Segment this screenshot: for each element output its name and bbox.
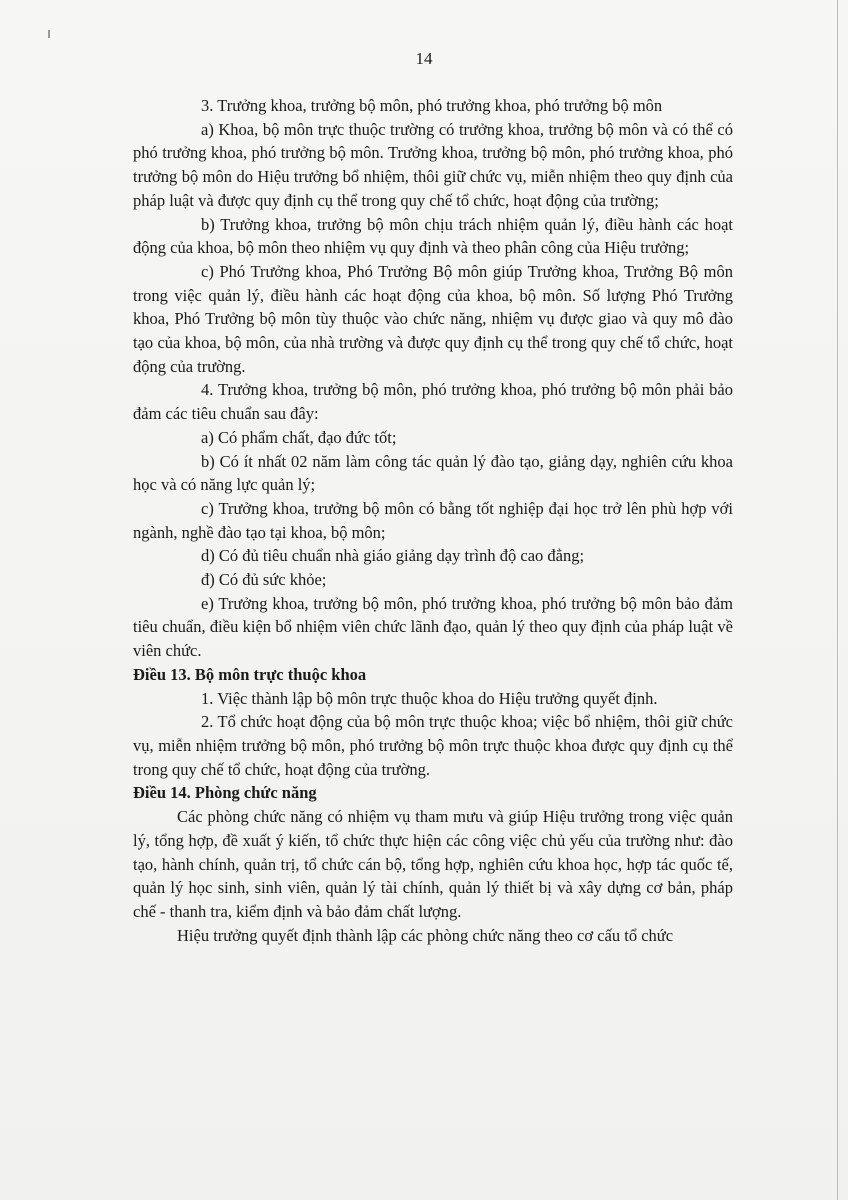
paragraph: e) Trưởng khoa, trưởng bộ môn, phó trưởng khoa, phó trưởng bộ môn bảo đảm tiêu chuẩn, điều kiện bổ nhiệm viên chức lãnh đạo, quản lý theo quy định của pháp luật về viên chức. xyxy=(133,593,733,661)
page-number: 14 xyxy=(415,49,433,68)
paragraph: c) Phó Trưởng khoa, Phó Trưởng Bộ môn giúp Trưởng khoa, Trưởng Bộ môn trong việc quản lý, điều hành các hoạt động của khoa, bộ môn. Số lượng Phó Trưởng khoa, Phó Trưởng bộ môn tùy thuộc vào chức năng, nhiệm vụ được giao và quy mô đào tạo của khoa, bộ môn, của nhà trường và được quy định cụ thể trong quy chế tổ chức, hoạt động của trường. xyxy=(133,261,733,376)
paragraph: đ) Có đủ sức khỏe; xyxy=(201,570,327,590)
paragraph: 3. Trưởng khoa, trưởng bộ môn, phó trưởng khoa, phó trưởng bộ môn xyxy=(201,96,663,115)
paragraph: 1. Việc thành lập bộ môn trực thuộc khoa do Hiệu trưởng quyết định. xyxy=(201,688,658,708)
article-heading: Điều 14. Phòng chức năng xyxy=(133,783,317,803)
paragraph: c) Trưởng khoa, trưởng bộ môn có bằng tốt nghiệp đại học trở lên phù hợp với ngành, nghề đào tạo tại khoa, bộ môn; xyxy=(133,498,733,542)
paragraph: 2. Tổ chức hoạt động của bộ môn trực thuộc khoa; việc bổ nhiệm, thôi giữ chức vụ, miễn nhiệm trưởng bộ môn, phó trưởng bộ môn trực thuộc khoa được quy định cụ thể trong quy chế tổ chức, hoạt động của trường. xyxy=(133,712,733,779)
paragraph: d) Có đủ tiêu chuẩn nhà giáo giảng dạy trình độ cao đẳng; xyxy=(201,546,585,566)
paragraph: Các phòng chức năng có nhiệm vụ tham mưu và giúp Hiệu trưởng trong việc quản lý, tổng hợp, đề xuất ý kiến, tổ chức thực hiện các công việc chủ yếu của trường như: đào tạo, hành chính, quản trị, tổ chức cán bộ, tổng hợp, nghiên cứu khoa học, hợp tác quốc tế, quản lý học sinh, sinh viên, quản lý tài chính, quản lý thiết bị và xây dựng cơ bản, pháp chế - thanh tra, kiểm định và bảo đảm chất lượng. xyxy=(133,807,733,921)
paragraph: 4. Trưởng khoa, trưởng bộ môn, phó trưởng khoa, phó trưởng bộ môn phải bảo đảm các tiêu chuẩn sau đây: xyxy=(133,380,733,424)
paragraph: a) Có phẩm chất, đạo đức tốt; xyxy=(201,427,397,447)
article-heading: Điều 13. Bộ môn trực thuộc khoa xyxy=(133,664,367,684)
paragraph: b) Có ít nhất 02 năm làm công tác quản lý đào tạo, giảng dạy, nghiên cứu khoa học và có năng lực quản lý; xyxy=(133,451,733,495)
paragraph: b) Trưởng khoa, trưởng bộ môn chịu trách nhiệm quản lý, điều hành các hoạt động của khoa, bộ môn theo nhiệm vụ quy định và theo phân công của Hiệu trưởng; xyxy=(133,214,733,258)
paragraph: a) Khoa, bộ môn trực thuộc trường có trưởng khoa, trưởng bộ môn và có thể có phó trưởng khoa, phó trưởng bộ môn. Trưởng khoa, trưởng bộ môn, phó trưởng khoa, phó trưởng bộ môn do Hiệu trưởng bổ nhiệm, thôi giữ chức vụ, miễn nhiệm theo quy định của pháp luật và được quy định cụ thể trong quy chế tổ chức, hoạt động của trường; xyxy=(133,119,733,210)
scan-mark xyxy=(48,30,50,38)
page-edge-line xyxy=(837,0,838,1200)
paragraph: Hiệu trưởng quyết định thành lập các phòng chức năng theo cơ cấu tổ chức xyxy=(177,925,674,945)
document-body xyxy=(133,94,733,947)
